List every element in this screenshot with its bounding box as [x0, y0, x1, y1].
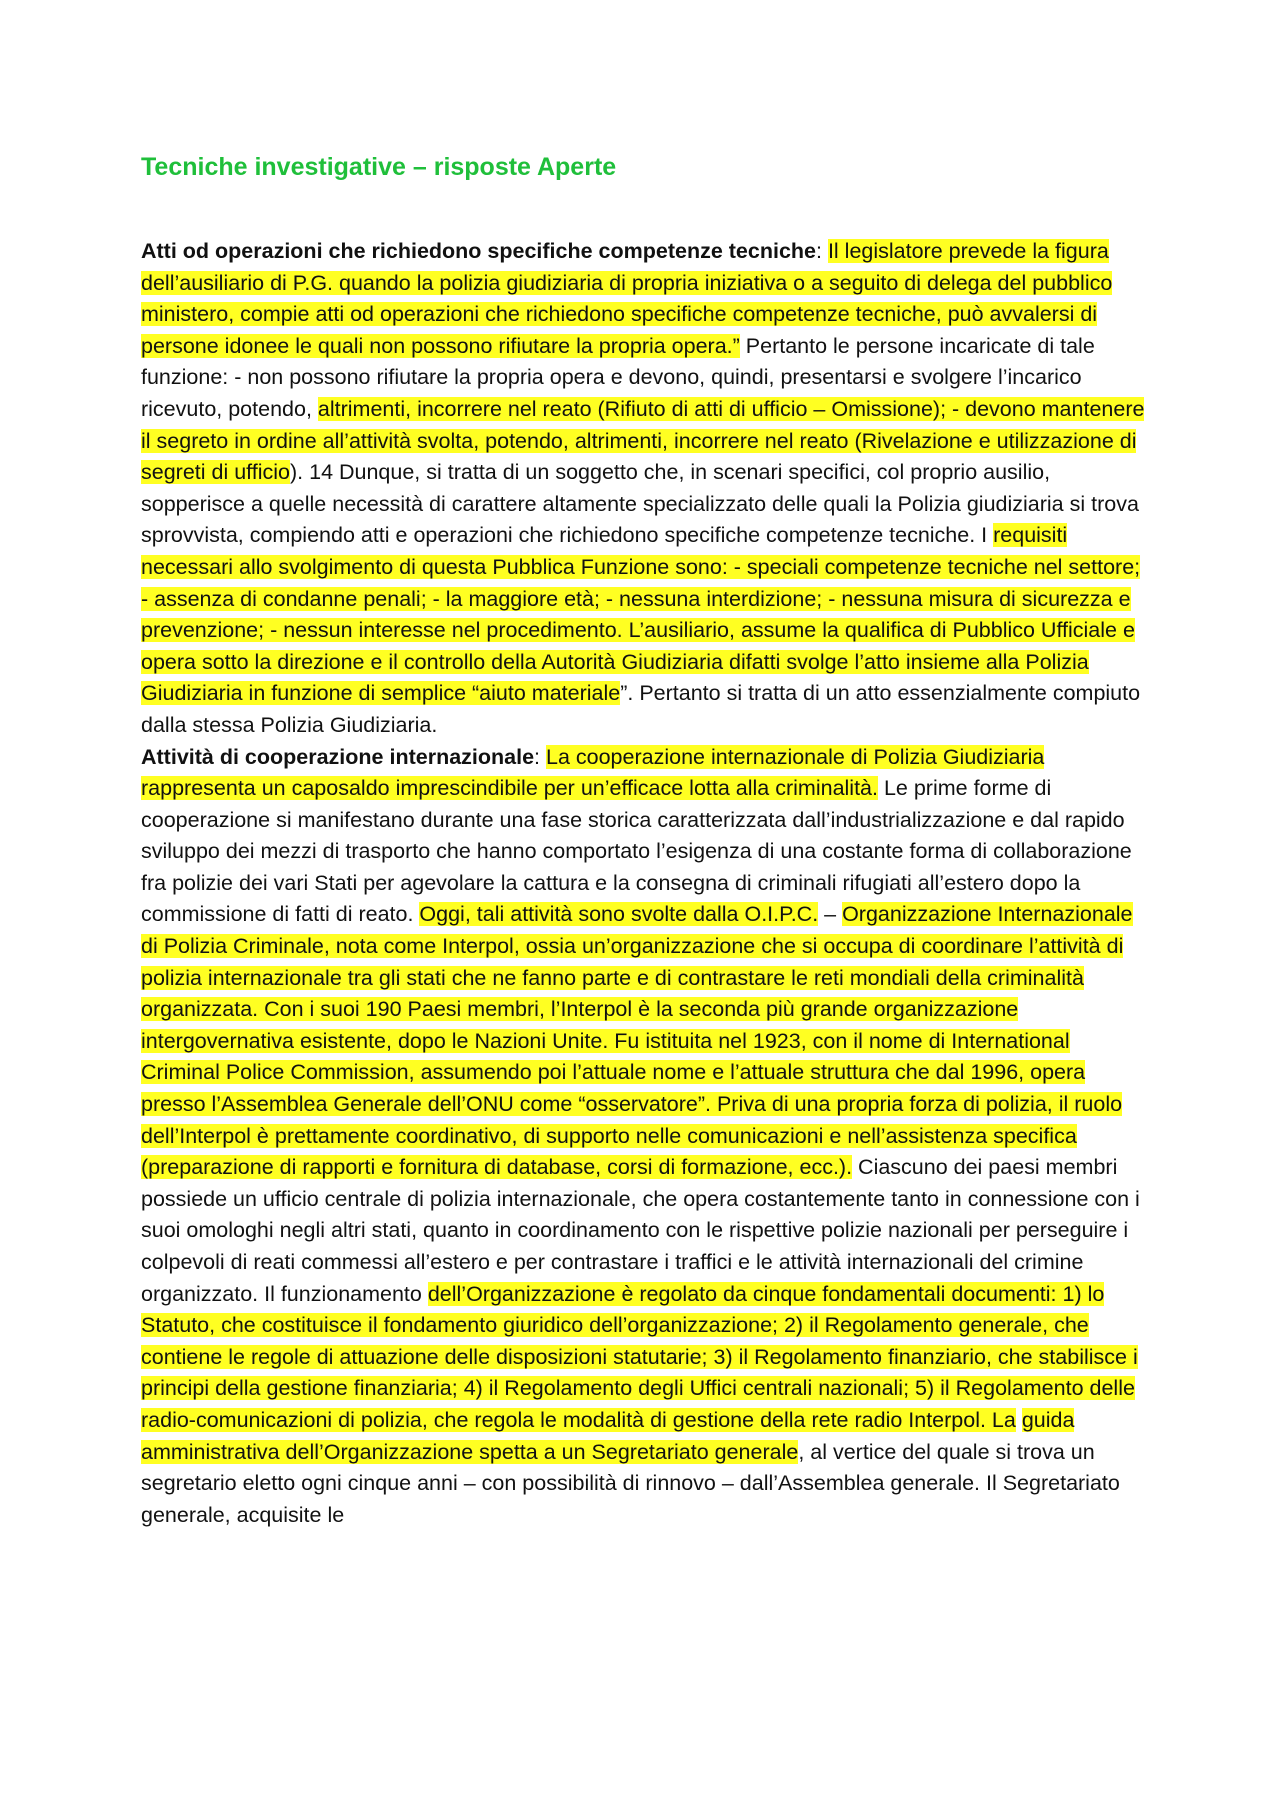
text-run: Ciascuno dei paesi membri possiede un ufficio centrale di polizia internazionale, che opera costantemente tanto in connessione con i suoi omologhi negli altri stati, quanto in coordinamento con le rispettive polizie nazionali per perseguire i colpevoli di reati commessi all’estero e per contrastare i traffici e le attività internazionali del crimine organizzato. Il funzionamento [141, 1155, 1140, 1306]
text-run [1016, 1408, 1022, 1432]
section-heading: Atti od operazioni che richiedono specifiche competenze tecniche [141, 239, 816, 263]
highlighted-text: guida amministrativa dell’Organizzazione spetta a un Segretariato generale [141, 1407, 1075, 1464]
highlighted-text: dell’Organizzazione è regolato da cinque fondamentali documenti: 1) lo Statuto, che costituisce il fondamento giuridico dell’organizzazione; 2) il Regolamento generale, che contiene le regole di attuazione delle disposizioni statutarie; 3) il Regolamento finanziario, che stabilisce i principi della gestione finanziaria; 4) il Regolamento degli Uffici centrali nazionali; 5) il Regolamento delle radio-comunicazioni di polizia, che regola le modalità di gestione della rete radio Interpol. La [141, 1281, 1138, 1432]
highlighted-text: Oggi, tali attività sono svolte dalla O.I.P.C. [419, 902, 819, 927]
text-run: , al vertice del quale si trova un segretario eletto ogni cinque anni – con possibilità di rinnovo – dall’Assemblea generale. Il Segretariato generale, acquisite le [141, 1439, 1120, 1527]
text-run: ”. Pertanto si tratta di un atto essenzialmente compiuto dalla stessa Polizia Giudiziaria. [141, 681, 1141, 737]
text-run: Le prime forme di cooperazione si manifestano durante una fase storica caratterizzata dall’industrializzazione e dal rapido sviluppo dei mezzi di trasporto che hanno comportato l’esigenza di una costante forma di collaborazione fra polizie dei vari Stati per agevolare la cattura e la consegna di criminali rifugiati all’estero dopo la commissione di fatti di reato. [141, 776, 1132, 927]
document-title: Tecniche investigative – risposte Aperte [141, 153, 617, 181]
text-run: ). 14 Dunque, si tratta di un soggetto che, in scenari specifici, col proprio ausilio, sopperisce a quelle necessità di carattere altamente specializzato delle quali la Polizia giudiziaria si trova sprovvista, compiendo atti e operazioni che richiedono specifiche competenze tecniche. I [141, 460, 1139, 548]
highlighted-text: Il legislatore prevede la figura [827, 239, 1109, 263]
section-heading: Attività di cooperazione internazionale [141, 744, 535, 769]
paragraph [141, 742, 1151, 1532]
text-run: – [818, 902, 843, 927]
highlighted-text: La cooperazione internazionale di Polizia Giudiziaria rappresenta un caposaldo imprescindibile per un’efficace lotta alla criminalità. [141, 744, 1045, 801]
document-body [141, 236, 1151, 1531]
highlighted-text: Organizzazione Internazionale di Polizia Criminale, nota come Interpol, ossia un’organizzazione che si occupa di coordinare l’attività di polizia internazionale tra gli stati che ne fanno parte e di contrastare le reti mondiali della criminalità organizzata. Con i suoi 190 Paesi membri, l’Interpol è la seconda più grande organizzazione intergovernativa esistente, dopo le Nazioni Unite. Fu istituita nel 1923, con il nome di International Criminal Police Commission, assumendo poi l’attuale nome e l’attuale struttura che dal 1996, opera presso l’Assemblea Generale dell’ONU come “osservatore”. Priva di una propria forza di polizia, il ruolo dell’Interpol è prettamente coordinativo, di supporto nelle comunicazioni e nell’assistenza specifica (preparazione di rapporti e fornitura di database, corsi di formazione, ecc.). [141, 902, 1133, 1180]
text-run: Pertanto le persone incaricate di tale funzione: - non possono rifiutare la propria opera e devono, quindi, presentarsi e svolgere l’incarico ricevuto, potendo, [141, 333, 1095, 421]
highlighted-text: requisiti necessari allo svolgimento di questa Pubblica Funzione sono: - speciali competenze tecniche nel settore; - assenza di condanne penali; - la maggiore età; - nessuna interdizione; - nessuna misura di sicurezza e prevenzione; - nessun interesse nel procedimento. L’ausiliario, assume la qualifica di Pubblico Ufficiale e opera sotto la direzione e il controllo della Autorità Giudiziaria difatti svolge l’atto insieme alla Polizia Giudiziaria in funzione di semplice “aiuto materiale [141, 523, 1141, 706]
highlighted-text: dell’ausiliario di P.G. quando la polizia giudiziaria di propria iniziativa o a seguito di delega del pubblico ministero, compie atti od operazioni che richiedono specifiche competenze tecniche, può avvalersi di persone idonee le quali non possono rifiutare la propria opera.” [141, 270, 1113, 358]
text-run: : [534, 744, 546, 769]
document-page [141, 150, 1151, 1531]
text-run: : [816, 239, 828, 263]
highlighted-text: altrimenti, incorrere nel reato (Rifiuto di atti di ufficio – Omissione); - devono mantenere il segreto in ordine all’attività svolta, potendo, altrimenti, incorrere nel reato (Rivelazione e utilizzazione di segreti di ufficio [141, 396, 1145, 485]
paragraph [141, 236, 1151, 742]
